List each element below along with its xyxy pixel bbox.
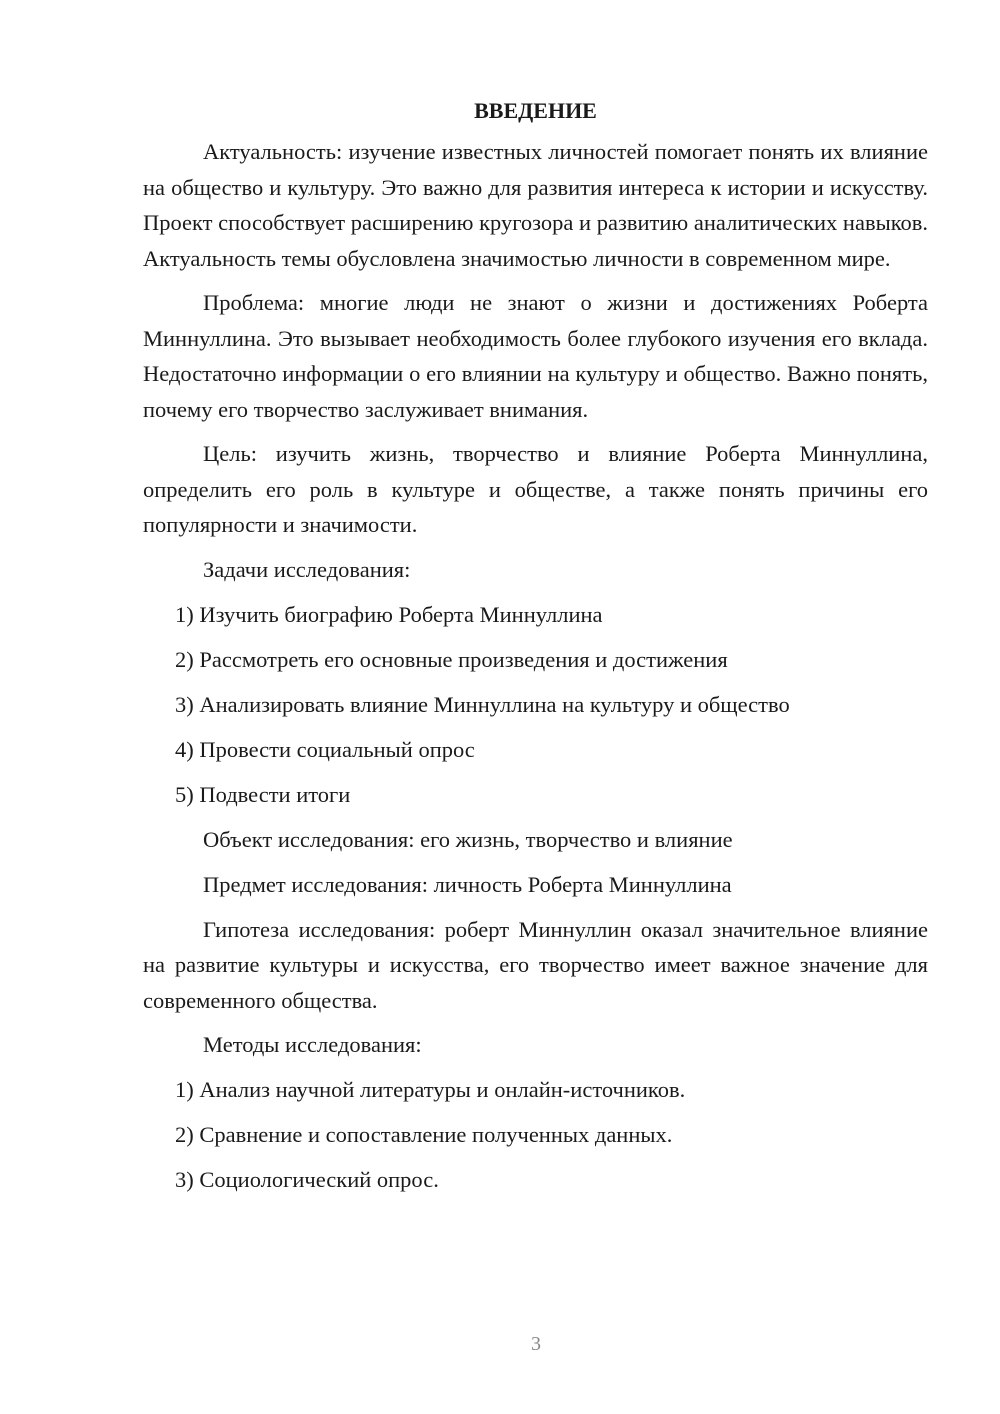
page-number: 3 (531, 1333, 541, 1355)
methods-heading: Методы исследования: (203, 1032, 422, 1057)
section-title: ВВЕДЕНИЕ (474, 98, 597, 123)
goal-paragraph: Цель: изучить жизнь, творчество и влияние Роберта Миннуллина, определить его роль в культуре и обществе, а также понять причины его популярности и значимости. (143, 441, 928, 537)
method-item: 2) Сравнение и сопоставление полученных данных. (175, 1122, 673, 1147)
method-item: 3) Социологический опрос. (175, 1167, 439, 1192)
task-item: 2) Рассмотреть его основные произведения и достижения (175, 646, 728, 672)
hypothesis-paragraph: Гипотеза исследования: роберт Миннуллин оказал значительное влияние на развитие культуры и искусства, его творчество имеет важное значение для современного общества. (143, 916, 928, 1013)
research-subject: Предмет исследования: личность Роберта Миннуллина (203, 871, 732, 897)
page-content (143, 96, 928, 1207)
method-item: 1) Анализ научной литературы и онлайн-источников. (175, 1077, 686, 1102)
task-item: 1) Изучить биографию Роберта Миннуллина (175, 601, 603, 627)
task-item: 4) Провести социальный опрос (175, 736, 475, 762)
relevance-paragraph: Актуальность: изучение известных личностей помогает понять их влияние на общество и культуру. Это важно для развития интереса к истории и искусству. Проект способствует расширению кругозора и развитию аналитических навыков. Актуальность темы обусловлена значимостью личности в современном мире. (143, 139, 928, 271)
problem-paragraph: Проблема: многие люди не знают о жизни и достижениях Роберта Миннуллина. Это вызывает необходимость более глубокого изучения его вклада. Недостаточно информации о его влиянии на культуру и общество. Важно понять, почему его творчество заслуживает внимания. (143, 290, 928, 422)
research-object: Объект исследования: его жизнь, творчество и влияние (203, 826, 733, 852)
task-item: 5) Подвести итоги (175, 781, 351, 807)
task-item: 3) Анализировать влияние Миннуллина на культуру и общество (175, 691, 790, 717)
tasks-heading: Задачи исследования: (203, 556, 411, 582)
